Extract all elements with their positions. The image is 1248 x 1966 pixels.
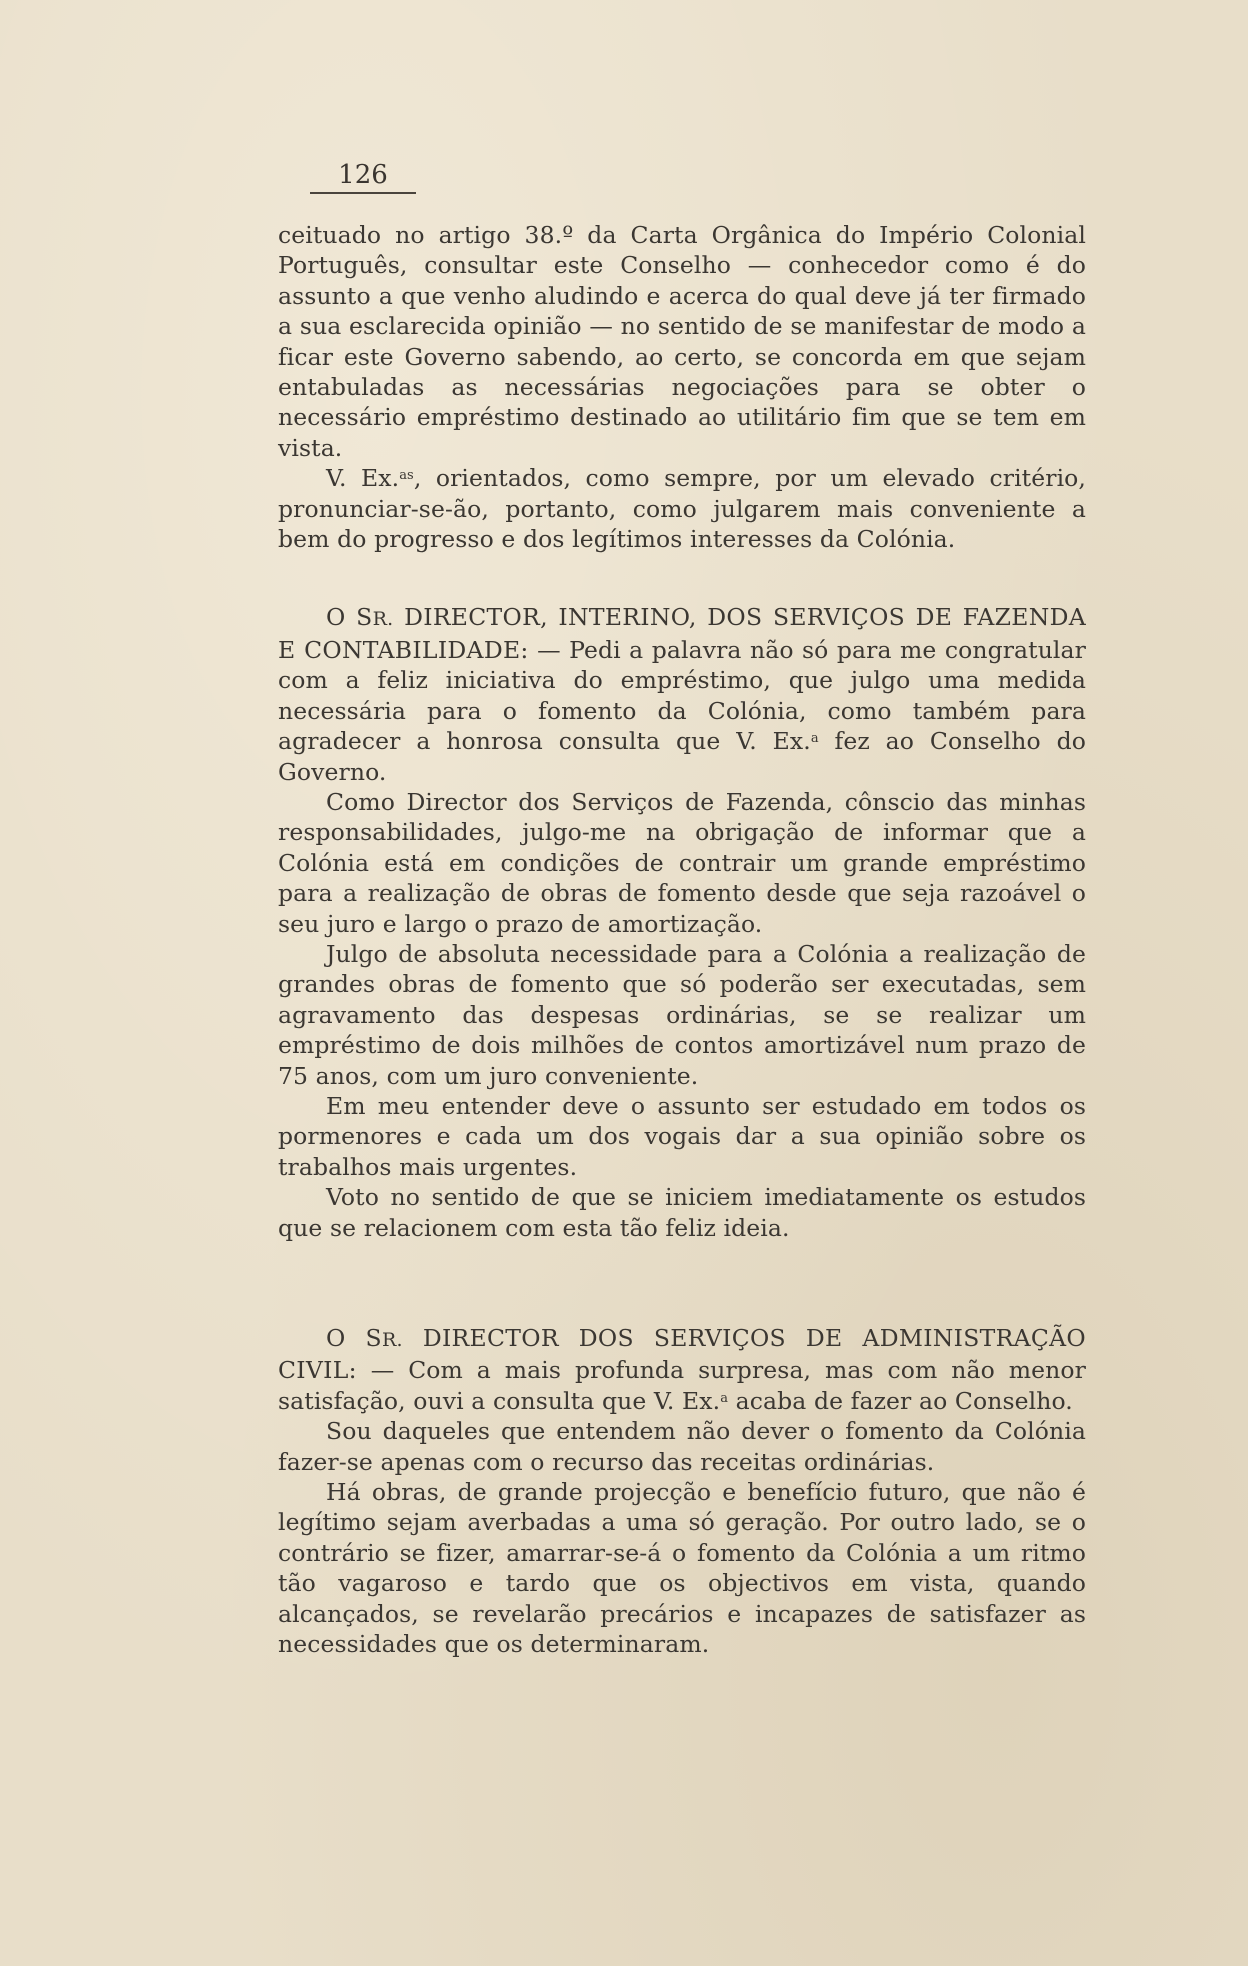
paragraph: Como Director dos Serviços de Fazenda, cônscio das minhas responsabilidades, julgo-me na obrigação de informar que a Colónia está em condições de contrair um grande empréstimo para a realização de obras de fomento desde que seja razoável o seu juro e largo o prazo de amortização. — [278, 787, 1086, 938]
paragraph-continuation: ceituado no artigo 38.º da Carta Orgânica do Império Colonial Português, consultar este Conselho — conhecedor como é do assunto a que venho aludindo e acerca do qual deve já ter firmado a sua esclarecida opinião — no sentido de se manifestar de modo a ficar este Governo sabendo, ao certo, se concorda em que sejam entabuladas as necessárias negociações para se obter o necessário empréstimo destinado ao utilitário fim que se tem em vista. — [278, 221, 1086, 462]
paragraph: Em meu entender deve o assunto ser estudado em todos os pormenores e cada um dos vogais dar a sua opinião sobre os trabalhos mais urgentes. — [278, 1091, 1086, 1181]
paragraph: Julgo de absoluta necessidade para a Colónia a realização de grandes obras de fomento que só poderão ser executadas, sem agravamento das despesas ordinárias, se se realizar um empréstimo de dois milhões de contos amortizável num prazo de 75 anos, com um juro conveniente. — [278, 939, 1086, 1090]
page-number: 126 — [310, 160, 416, 194]
speaker-paragraph-fazenda: O SR. DIRECTOR, INTERINO, DOS SERVIÇOS DE FAZENDA E CONTABILIDADE: — Pedi a palavra não só para me congratular com a feliz iniciativa do empréstimo, que julgo uma medida necessária para o fomento da Colónia, como também para agradecer a honrosa consulta que V. Ex.$^a$ fez ao Conselho do Governo. — [278, 603, 1086, 786]
body-text — [278, 220, 1086, 1659]
paragraph: Sou daqueles que entendem não dever o fomento da Colónia fazer-se apenas com o recurso das receitas ordinárias. — [278, 1417, 1086, 1476]
paragraph: Voto no sentido de que se iniciem imediatamente os estudos que se relacionem com esta tão feliz ideia. — [278, 1183, 1086, 1242]
speaker-name-administracao: O SR. DIRECTOR DOS SERVIÇOS DE ADMINISTRAÇÃO CIVIL: — [278, 1324, 1086, 1385]
paragraph: Há obras, de grande projecção e benefício futuro, que não é legítimo sejam averbadas a uma só geração. Por outro lado, se o contrário se fizer, amarrar-se-á o fomento da Colónia a um ritmo tão vagaroso e tardo que os objectivos em vista, quando alcançados, se revelarão precários e incapazes de satisfazer as necessidades que os determinaram. — [278, 1478, 1086, 1659]
speaker-name-fazenda: O SR. DIRECTOR, INTERINO, DOS SERVIÇOS DE FAZENDA E CONTABILIDADE: — [278, 603, 1086, 664]
paragraph: V. Ex.$^{as}$, orientados, como sempre, por um elevado critério, pronunciar-se-ão, portanto, como julgarem mais conveniente a bem do progresso e dos legítimos interesses da Colónia. — [278, 464, 1087, 554]
speaker-paragraph-administracao: O SR. DIRECTOR DOS SERVIÇOS DE ADMINISTRAÇÃO CIVIL: — Com a mais profunda surpresa, mas com não menor satisfação, ouvi a consulta que V. Ex.$^a$ acaba de fazer ao Conselho. — [278, 1324, 1086, 1415]
